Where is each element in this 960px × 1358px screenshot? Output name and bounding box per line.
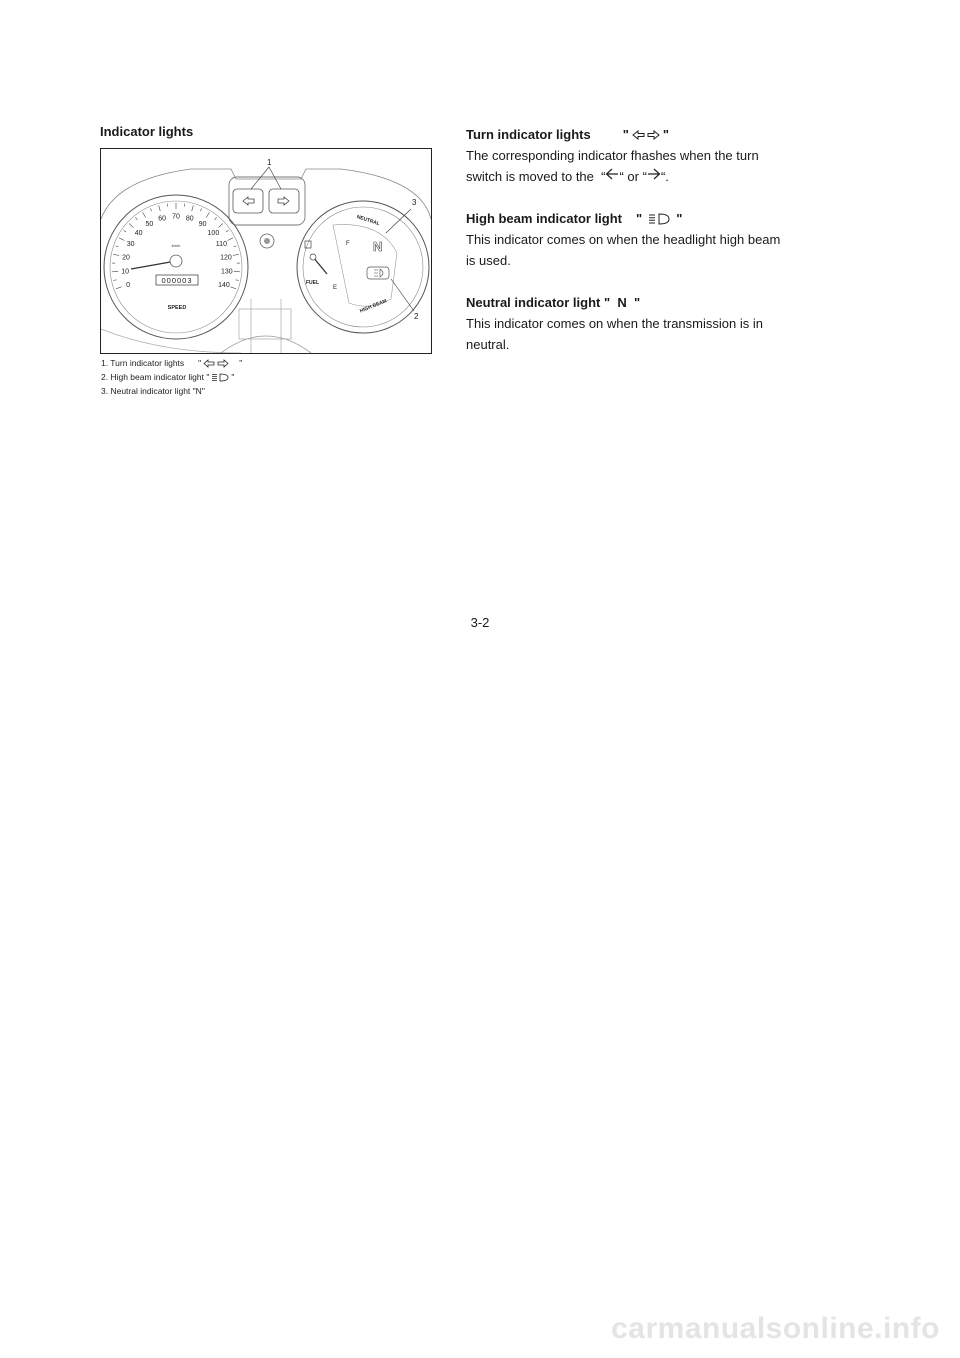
speedo-tick-label: 0	[126, 281, 131, 289]
instrument-cluster-figure	[100, 148, 432, 354]
speedo-tick	[228, 238, 233, 241]
callout-1: 1	[267, 158, 272, 167]
speedo-tick	[226, 230, 228, 232]
speedo-tick	[219, 223, 223, 227]
right-turn-lamp	[269, 189, 299, 213]
turn-signal-icon	[203, 359, 229, 368]
speedo-tick	[236, 280, 239, 281]
high-beam-icon	[374, 269, 383, 277]
turn-indicator-pod	[229, 177, 305, 225]
turn-indicator-body-2: switch is moved to the “ “ or “ “.	[466, 169, 669, 184]
left-arrow-icon	[605, 167, 619, 181]
section-title: Indicator lights	[100, 124, 194, 139]
high-beam-label: HIGH BEAM	[358, 298, 388, 315]
speedo-tick	[192, 205, 194, 211]
speedo-tick	[200, 208, 201, 211]
speedo-needle	[131, 261, 176, 269]
turn-indicator-heading: Turn indicator lights " "	[466, 124, 811, 145]
speedo-tick-label: 130	[221, 268, 233, 276]
speedo-tick	[159, 205, 161, 211]
speedo-tick	[116, 246, 119, 247]
speedo-tick-label: 140	[218, 281, 230, 289]
left-arrow-icon	[243, 197, 254, 205]
speedometer	[104, 195, 248, 339]
caption-2: 2. High beam indicator light " "	[101, 372, 235, 382]
high-beam-body-1: This indicator comes on when the headlight high beam	[466, 232, 781, 247]
figure-captions	[101, 356, 242, 398]
speedo-tick	[206, 212, 209, 217]
speed-label: SPEED	[167, 305, 187, 311]
speedo-tick-label: 100	[207, 229, 220, 237]
speedo-tick-label: 30	[126, 241, 135, 249]
high-beam-heading: High beam indicator light " "	[466, 208, 811, 229]
page-number: 3-2	[470, 615, 490, 630]
caption-1: 1. Turn indicator lights " "	[101, 358, 243, 368]
speedo-tick-label: 120	[220, 254, 232, 262]
speedo-tick	[113, 254, 119, 255]
speedo-tick-label: 110	[215, 241, 227, 249]
high-beam-icon	[648, 213, 670, 225]
fuel-e-mark: E	[333, 285, 338, 291]
speedo-tick-label: 70	[172, 213, 180, 221]
fuel-pump-icon	[305, 241, 311, 248]
turn-indicator-body-1: The corresponding indicator fhashes when the turn	[466, 148, 759, 163]
neutral-label: NEUTRAL	[355, 214, 381, 228]
neutral-heading	[466, 292, 811, 313]
fuel-indicator-gauge	[297, 201, 429, 333]
speedo-tick	[119, 238, 124, 241]
fuel-label: FUEL	[306, 280, 320, 286]
turn-body-2b: or	[627, 169, 639, 184]
instrument-cluster-illustration	[101, 149, 431, 353]
speedo-tick	[116, 287, 122, 289]
caption-1-text: 1. Turn indicator lights	[101, 358, 185, 368]
speedo-tick-label: 20	[122, 254, 130, 262]
footer-watermark[interactable]: carmanualsonline.info	[611, 1312, 940, 1345]
turn-signal-icon	[632, 130, 660, 140]
speedo-tick-label: 10	[121, 268, 130, 276]
callout-3: 3	[412, 198, 417, 207]
speedo-tick	[113, 280, 116, 281]
right-arrow-icon	[278, 197, 289, 205]
speedo-tick	[150, 208, 151, 211]
neutral-heading-text: Neutral indicator light " N "	[466, 295, 641, 310]
speedo-tick	[129, 223, 133, 227]
odometer-value: 000003	[161, 276, 193, 285]
speedo-unit: km/h	[171, 243, 181, 248]
speedo-tick-label: 90	[198, 220, 207, 228]
neutral-symbol: N	[373, 239, 383, 254]
right-column	[466, 124, 811, 355]
fuel-f-mark: F	[346, 241, 350, 247]
speedo-tick-label: 80	[185, 215, 194, 223]
high-beam-body-2: is used.	[466, 253, 511, 268]
callout-2: 2	[414, 312, 419, 321]
high-beam-icon	[211, 373, 229, 382]
speedo-tick	[124, 230, 126, 232]
caption-2-text: 2. High beam indicator light "	[101, 372, 210, 382]
right-arrow-icon	[647, 167, 661, 181]
high-heading-text: High beam indicator light	[466, 211, 623, 226]
speedo-tick-label: 50	[145, 220, 154, 228]
turn-heading-text: Turn indicator lights	[466, 127, 591, 142]
neutral-body-1: This indicator comes on when the transmission is in	[466, 316, 763, 331]
speedo-tick	[215, 217, 217, 219]
speedo-tick	[135, 217, 137, 219]
turn-body-2a: switch is moved to the	[466, 169, 594, 184]
speedo-tick-label: 40	[134, 229, 143, 237]
speedo-tick	[143, 212, 146, 217]
neutral-body-2: neutral.	[466, 337, 510, 352]
speedo-tick	[233, 254, 239, 255]
caption-3: 3. Neutral indicator light "N"	[101, 386, 205, 396]
speedo-tick	[231, 287, 237, 289]
left-turn-lamp	[233, 189, 263, 213]
speedo-tick	[234, 246, 237, 247]
speedo-tick-label: 60	[158, 215, 167, 223]
